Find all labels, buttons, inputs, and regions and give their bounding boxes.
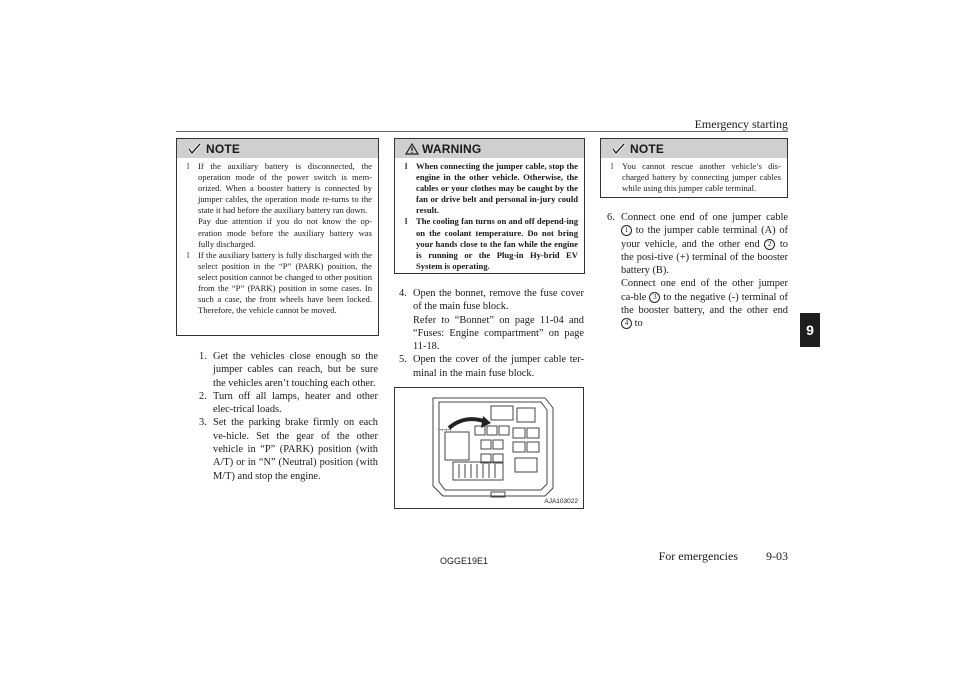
document-code: OGGE19E1 — [440, 556, 489, 566]
note-icon — [187, 143, 203, 155]
cable-number-1: 1 — [621, 225, 632, 236]
bullet-icon: l — [611, 162, 614, 171]
warning-box — [394, 138, 585, 274]
footer-section: For emergencies — [658, 549, 738, 563]
section-title: Emergency starting — [694, 117, 788, 131]
list-item: 1. Get the vehicles close enough so the jumper cables can reach, but be sure the vehicles aren’t touching each other. — [199, 351, 378, 389]
warning-bullet: l The cooling fan turns on and off depend-ing on the coolant temperature. Do not bring your hands close to the fan while the engine is running or the Plug-in Hy-brid EV System is operating. — [405, 216, 578, 271]
note-label: NOTE — [630, 141, 665, 156]
note-bullet-text: If the auxiliary battery is fully discharged with the select position in the “P” (PARK) position, the select position cannot be changed to other position from the “P” (PARK) position in some cases. In such a case, the front wheels have been locked. Therefore, the vehicle cannot be moved. — [198, 249, 372, 316]
warning-bullet: l When connecting the jumper cable, stop the engine in the other vehicle. Otherwise, the cables or your clothes may be caught by the fan or drive belt and personal in-jury could result. — [405, 161, 578, 216]
list-item: 3. Set the parking brake firmly on each ve-hicle. Set the gear of the other vehicle in “P” (PARK) position (with A/T) or in “N” (Neutral) position (with M/T) and stop the engine. — [199, 417, 378, 482]
warning-box-header — [395, 139, 584, 158]
cable-number-2: 2 — [764, 239, 775, 250]
chapter-tab: 9 — [800, 313, 820, 347]
step-paragraph: Connect one end of the other jumper ca-ble 3 to the negative (-) terminal of the booster battery, and the other end 4 to — [621, 278, 788, 330]
fuse-block-illustration — [395, 388, 583, 508]
list-item: 4. Open the bonnet, remove the fuse cover of the main fuse block. Refer to “Bonnet” on page 11-04 and “Fuses: Engine compartment” on page 11-18. — [399, 288, 584, 353]
note-box-header — [601, 139, 787, 158]
note-bullet-text: If the auxiliary battery is disconnected, the operation mode of the power switch is mem-orized. When a booster battery is connected by jumper cables, the operation mode re-turns to the state it had before the auxiliary battery ran down. — [198, 161, 372, 216]
cable-number-3: 3 — [649, 292, 660, 303]
fuse-block-figure — [394, 387, 584, 509]
list-item: 2. Turn off all lamps, heater and other elec-trical loads. — [199, 390, 378, 416]
warning-triangle-icon — [405, 143, 419, 155]
note-box — [176, 138, 379, 336]
cable-number-4: 4 — [621, 318, 632, 329]
warning-body — [395, 158, 584, 276]
steps-list-middle — [399, 287, 584, 380]
note-body — [601, 158, 787, 198]
note-bullet — [187, 161, 372, 250]
bullet-icon: l — [405, 217, 408, 227]
list-item: 6. Connect one end of one jumper cable 1 to the jumper cable terminal (A) of your vehicle, and the other end 2 to the posi-tive (+) terminal of the booster battery (B). Connect one end of the other jumper ca-ble 3 to the negative (-) terminal of the booster battery, and the other end 4 to — [607, 212, 788, 330]
note-box — [600, 138, 788, 198]
svg-text:¬¬¬: ¬¬¬ — [439, 427, 452, 434]
steps-list-right — [607, 211, 788, 331]
note-label: NOTE — [206, 141, 241, 156]
bullet-icon: l — [405, 162, 408, 171]
page-number: 9-03 — [766, 549, 788, 563]
bullet-icon: l — [187, 162, 190, 171]
note-icon — [611, 143, 627, 155]
page-footer — [650, 549, 788, 564]
header-rule — [176, 131, 788, 132]
note-body — [177, 158, 378, 320]
step-paragraph: Connect one end of one jumper cable 1 to the jumper cable terminal (A) of your vehicle, and the other end 2 to the posi-tive (+) terminal of the booster battery (B). — [621, 212, 788, 277]
note-box-header — [177, 139, 378, 158]
note-bullet-text: Pay due attention if you do not know the op-eration mode before the auxiliary battery was fully discharged. — [198, 216, 372, 249]
note-bullet: l You cannot rescue another vehicle’s dis-charged battery by connecting jumper cables while using this jumper cable terminal. — [611, 161, 781, 194]
figure-code: AJA103022 — [544, 498, 578, 505]
list-item: 5. Open the cover of the jumper cable ter-minal in the main fuse block. — [399, 354, 584, 379]
note-bullet — [187, 250, 372, 317]
steps-list-left — [199, 350, 378, 483]
warning-label: WARNING — [422, 141, 482, 156]
bullet-icon: l — [187, 250, 190, 260]
